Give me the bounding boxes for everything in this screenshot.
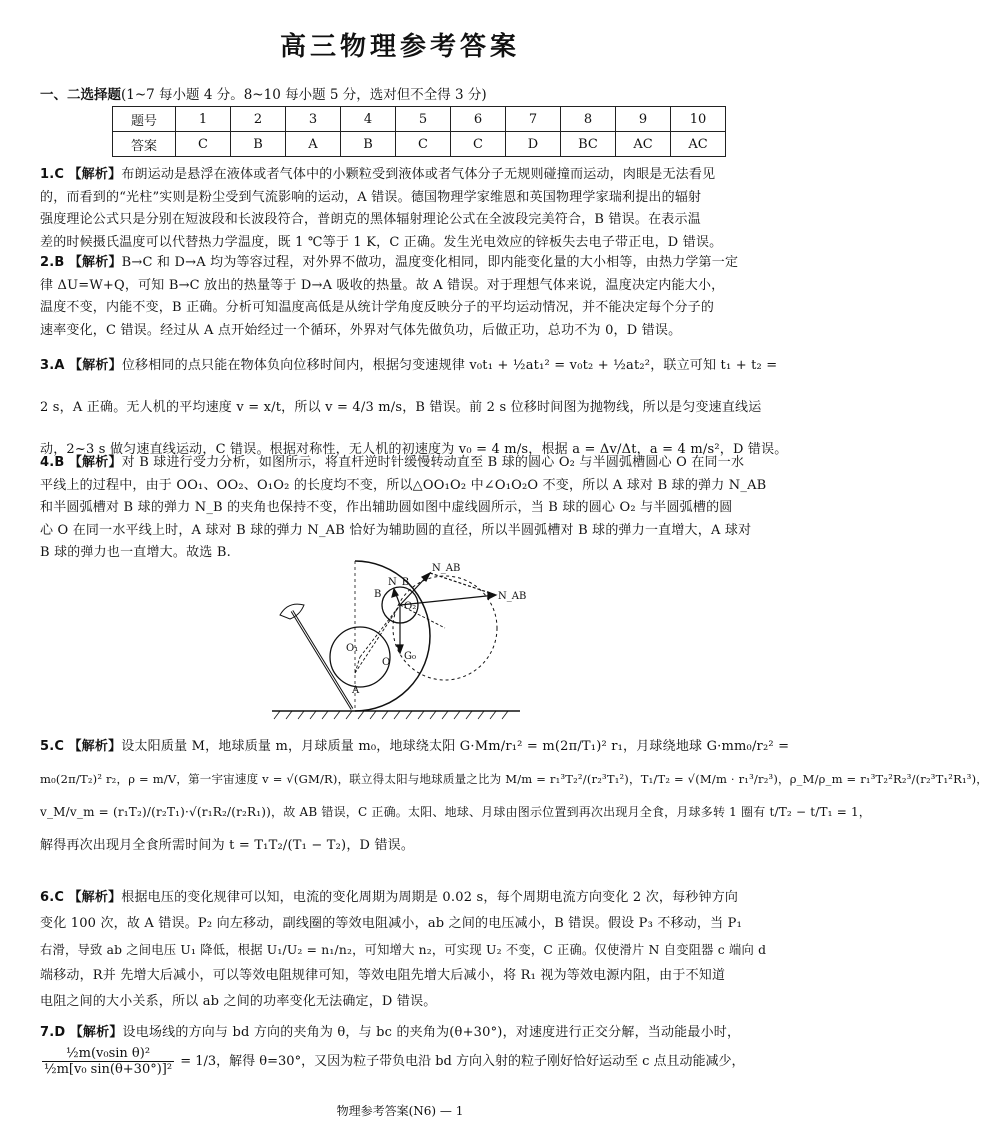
q3-line: 2 s，A 正确。无人机的平均速度 v = x/t，所以 v = 4/3 m/s，B 错误。前 2 s 位移时间图为抛物线，所以是匀变速直线运 <box>40 400 762 415</box>
label-o2: O <box>382 657 391 668</box>
table-row-answers <box>113 132 726 157</box>
q7-frac-bottom: ½m[v₀ sin(θ+30°)]² <box>44 1062 173 1077</box>
q3-number: 3.A <box>40 358 65 373</box>
q4-line: B 球的弹力也一直增大。故选 B. <box>40 545 231 561</box>
q7-formula <box>40 1046 745 1077</box>
q4-line <box>40 452 764 475</box>
label-nab-1: N_AB <box>432 563 461 574</box>
question-5 <box>40 730 988 862</box>
q4-tag: 【解析】 <box>68 455 122 470</box>
q6-tag: 【解析】 <box>68 890 122 905</box>
q7-line <box>40 1022 764 1045</box>
table-row-numbers <box>113 107 726 132</box>
q1-number: 1.C <box>40 167 65 182</box>
q5-line: m₀(2π/T₂)² r₂，ρ = m/V，第一宇宙速度 v = √(GM/R)，联立得太阳与地球质量之比为 M/m = r₁³T₂²/(r₂³T₁²)，T₁/T₂ = √(M/m · r₁³/r₂³)，ρ_M/ρ_m = r₁³T₂²R₂³/(r₂³T₁²R₁³)， <box>40 772 988 786</box>
q6-number: 6.C <box>40 890 65 905</box>
q3-tag: 【解析】 <box>69 358 122 373</box>
q2-line: 律 ΔU=W+Q，可知 B→C 放出的热量等于 D→A 吸收的热量。故 A 错误。对于理想气体来说，温度决定内能大小， <box>40 277 725 293</box>
table-cell: 3 <box>286 107 341 132</box>
q5-line: 解得再次出现月全食所需时间为 t = T₁T₂/(T₁ − T₂)，D 错误。 <box>40 838 415 853</box>
q6-text: 根据电压的变化规律可以知，电流的变化周期为周期是 0.02 s，每个周期电流方向变化 2 次，每秒钟方向 <box>121 890 739 905</box>
force-diagram <box>270 553 530 723</box>
q6-line <box>40 885 764 911</box>
q1-line <box>40 164 764 187</box>
table-cell: B <box>231 132 286 157</box>
table-cell: 5 <box>396 107 451 132</box>
q3-line <box>40 345 778 387</box>
table-cell: C <box>396 132 451 157</box>
q2-tag: 【解析】 <box>68 255 122 270</box>
table-cell: 10 <box>671 107 726 132</box>
q5-text: 设太阳质量 M，地球质量 m，月球质量 m₀，地球绕太阳 G·Mm/r₁² = m(2π/T₁)² r₁，月球绕地球 G·mm₀/r₂² = <box>121 739 790 754</box>
table-cell: 7 <box>506 107 561 132</box>
q3-line: 动，2~3 s 做匀速直线运动，C 错误。根据对称性，无人机的初速度为 v₀ = 4 m/s，根据 a = Δv/Δt，a = 4 m/s²，D 错误。 <box>40 442 788 457</box>
q5-line: v_M/v_m = (r₁T₂)/(r₂T₁)·√(r₁R₂/(r₂R₁))，故 AB 错误，C 正确。太阳、地球、月球由图示位置到再次出现月全食，月球多转 1 圈有 t/T₂ − t/T₁ = 1， <box>40 805 872 819</box>
q3-text: 位移相同的点只能在物体负向位移时间内，根据匀变速规律 v₀t₁ + ½at₁² = v₀t₂ + ½at₂²，联立可知 t₁ + t₂ = <box>121 358 778 373</box>
question-1 <box>40 164 764 254</box>
q2-line <box>40 252 764 275</box>
q4-line: 和半圆弧槽对 B 球的弹力 N_B 的夹角也保持不变，作出辅助圆如图中虚线圆所示，当 B 球的圆心 O₂ 与半圆弧槽的圆 <box>40 500 733 516</box>
q1-line: 强度理论公式只是分别在短波段和长波段符合，普朗克的黑体辐射理论公式在全波段完美符合，B 错误。在表示温 <box>40 212 701 228</box>
label-g0: G₀ <box>404 651 416 662</box>
q7-frac-top: ½m(v₀sin θ)² <box>42 1046 174 1062</box>
q4-line: 平线上的过程中，由于 OO₁、OO₂、O₁O₂ 的长度均不变，所以△OO₁O₂ 中∠O₁O₂O 不变，所以 A 球对 B 球的弹力 N_AB <box>40 477 767 493</box>
table-cell: AC <box>671 132 726 157</box>
table-cell: 1 <box>176 107 231 132</box>
table-cell: AC <box>616 132 671 157</box>
table-cell: B <box>341 132 396 157</box>
q2-line: 温度不变，内能不变，B 正确。分析可知温度高低是从统计学角度反映分子的平均运动情况，并不能决定每个分子的 <box>40 300 715 316</box>
q1-line: 差的时候摄氏温度可以代替热力学温度，既 1 ℃等于 1 K，C 正确。发生光电效应的锌板失去电子带正电，D 错误。 <box>40 234 723 250</box>
question-6 <box>40 885 767 1015</box>
label-a: A <box>352 685 360 696</box>
q7-fraction <box>42 1046 174 1077</box>
q5-line <box>40 730 790 763</box>
table-cell: A <box>286 132 341 157</box>
q6-line: 端移动，R并 先增大后减小，可以等效电阻规律可知，等效电阻先增大后减小，将 R₁ 视为等效电源内阻，由于不知道 <box>40 968 726 983</box>
table-header-question: 题号 <box>113 107 176 132</box>
q5-number: 5.C <box>40 739 65 754</box>
question-7 <box>40 1022 764 1045</box>
table-header-answer: 答案 <box>113 132 176 157</box>
section-label: 一、二选择题 <box>40 87 121 103</box>
table-cell: C <box>176 132 231 157</box>
table-cell: 8 <box>561 107 616 132</box>
q4-line: 心 O 在同一水平线上时，A 球对 B 球的弹力 N_AB 恰好为辅助圆的直径，所以半圆弧槽对 B 球的弹力一直增大，A 球对 <box>40 522 752 538</box>
q6-line: 电阻之间的大小关系，所以 ab 之间的功率变化无法确定，D 错误。 <box>40 994 437 1009</box>
q7-tag: 【解析】 <box>69 1025 123 1040</box>
table-cell: 6 <box>451 107 506 132</box>
q2-text: B→C 和 D→A 均为等容过程，对外界不做功，温度变化相同，即内能变化量的大小相等，由热力学第一定 <box>121 255 739 270</box>
ground-hatch <box>274 711 508 719</box>
q7-frac-rhs: = 1/3 <box>180 1054 217 1069</box>
q7-text-2: ，解得 θ=30°，又因为粒子带负电沿 bd 方向入射的粒子刚好恰好运动至 c 点且动能减少， <box>216 1054 745 1069</box>
q4-text: 对 B 球进行受力分析，如图所示，将直杆逆时针缓慢转动直至 B 球的圆心 O₂ 与半圆弧槽圆心 O 在同一水 <box>121 455 745 470</box>
label-b: B <box>374 589 382 600</box>
table-cell: 4 <box>341 107 396 132</box>
q2-line: 速率变化，C 错误。经过从 A 点开始经过一个循环，外界对气体先做负功，后做正功，总功不为 0，D 错误。 <box>40 322 682 338</box>
q1-line: 的，而看到的“光柱”实则是粉尘受到气流影响的运动，A 错误。德国物理学家维恩和英国物理学家瑞利提出的辐射 <box>40 189 702 205</box>
question-2 <box>40 252 764 342</box>
q7-number: 7.D <box>40 1025 66 1040</box>
q5-tag: 【解析】 <box>68 739 122 754</box>
q6-line: 右滑，导致 ab 之间电压 U₁ 降低，根据 U₁/U₂ = n₁/n₂，可知增大 n₂，可实现 U₂ 不变，C 正确。仅使滑片 N 自变阻器 c 端向 d <box>40 943 767 957</box>
q4-number: 4.B <box>40 455 65 470</box>
table-cell: 9 <box>616 107 671 132</box>
page-title: 高三物理参考答案 <box>279 32 520 62</box>
table-cell: C <box>451 132 506 157</box>
section-heading <box>40 83 487 103</box>
table-cell: BC <box>561 132 616 157</box>
q1-tag: 【解析】 <box>68 167 122 182</box>
section-note: (1~7 每小题 4 分。8~10 每小题 5 分，选对但不全得 3 分) <box>121 87 487 103</box>
label-nb: N_B <box>388 577 410 588</box>
label-o1: O₁ <box>346 643 359 654</box>
page-footer: 物理参考答案(N6) — 1 <box>336 1104 464 1118</box>
q1-text: 布朗运动是悬浮在液体或者气体中的小颗粒受到液体或者气体分子无规则碰撞而运动，肉眼是无法看见 <box>121 167 716 182</box>
q7-text: 设电场线的方向与 bd 方向的夹角为 θ，与 bc 的夹角为(θ+30°)，对速度进行正交分解，当动能最小时， <box>122 1025 741 1040</box>
q6-line: 变化 100 次，故 A 错误。P₂ 向左移动，副线圈的等效电阻减小，ab 之间的电压减小，B 错误。假设 P₃ 不移动，当 P₁ <box>40 916 743 931</box>
table-cell: D <box>506 132 561 157</box>
answer-table <box>112 106 726 157</box>
table-cell: 2 <box>231 107 286 132</box>
rod-inner <box>292 611 352 709</box>
question-4 <box>40 452 767 565</box>
q2-number: 2.B <box>40 255 65 270</box>
label-nab-2: N_AB <box>498 591 527 602</box>
label-o2-center: O₂ <box>404 601 417 612</box>
